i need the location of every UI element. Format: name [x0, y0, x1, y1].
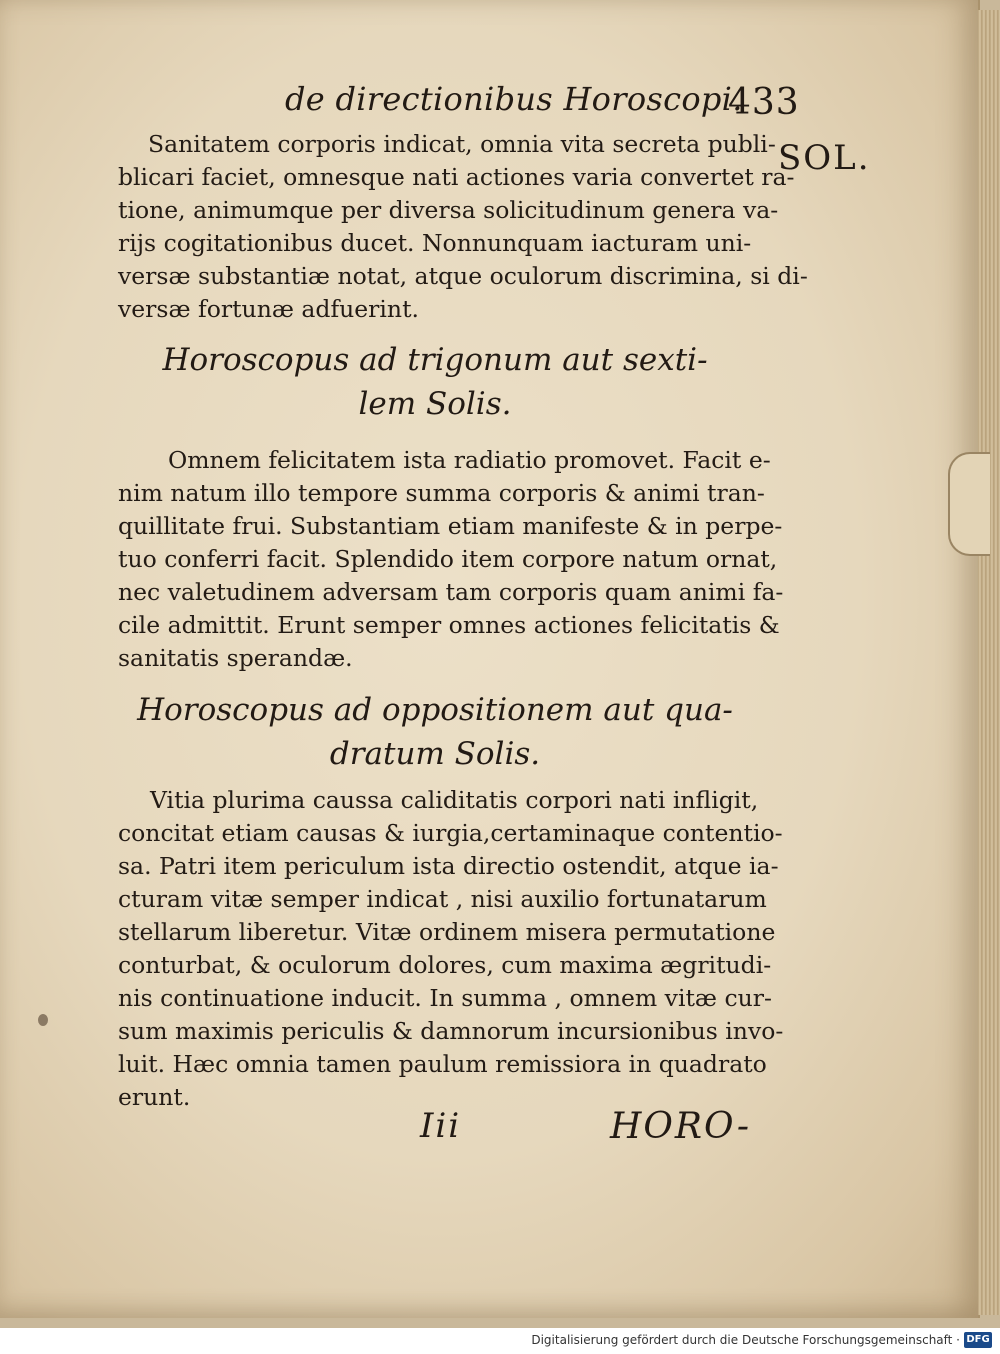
paragraph-2: [118, 444, 784, 675]
text-line: versæ substantiæ notat, atque oculorum discrimina, si di-: [118, 262, 808, 290]
heading-line: Horoscopus ad trigonum aut sexti-: [162, 342, 708, 378]
digitization-footer: [0, 1328, 1000, 1354]
text-line: nec valetudinem adversam tam corporis quam animi fa-: [118, 578, 784, 606]
dfg-logo: DFG: [964, 1332, 992, 1348]
signature-mark: Iii: [420, 1106, 462, 1146]
text-line: tione, animumque per diversa solicitudinum genera va-: [118, 196, 779, 224]
text-line: nis continuatione inducit. In summa , omnem vitæ cur-: [118, 984, 772, 1012]
text-line: luit. Hæc omnia tamen paulum remissiora in quadrato: [118, 1050, 767, 1078]
text-line: quillitate frui. Substantiam etiam manifeste & in perpe-: [118, 512, 783, 540]
text-line: erunt.: [118, 1083, 191, 1111]
text-line: tuo conferri facit. Splendido item corpore natum ornat,: [118, 545, 778, 573]
section-heading-1: [135, 338, 735, 426]
running-head: de directionibus Horoscopi.: [285, 80, 743, 118]
text-line: nim natum illo tempore summa corporis & animi tran-: [118, 479, 765, 507]
text-line: cturam vitæ semper indicat , nisi auxilio fortunatarum: [118, 885, 767, 913]
text-line: sanitatis sperandæ.: [118, 644, 353, 672]
margin-note: SOL.: [778, 138, 871, 178]
text-line: rijs cogitationibus ducet. Nonnunquam iacturam uni-: [118, 229, 752, 257]
ink-stain: [38, 1014, 48, 1026]
paragraph-1: [118, 128, 808, 326]
page-edges: [978, 10, 1000, 1315]
funding-credit: Digitalisierung gefördert durch die Deutsche Forschungsgemeinschaft ·: [531, 1333, 960, 1347]
paragraph-3: [118, 784, 784, 1114]
text-line: sa. Patri item periculum ista directio ostendit, atque ia-: [118, 852, 779, 880]
page-clip: [948, 452, 990, 556]
text-line: versæ fortunæ adfuerint.: [118, 295, 419, 323]
text-line: Omnem felicitatem ista radiatio promovet. Facit e-: [168, 446, 771, 474]
heading-line: Horoscopus ad oppositionem aut qua-: [137, 692, 733, 728]
text-line: Vitia plurima caussa caliditatis corpori nati infligit,: [150, 786, 759, 814]
text-line: conturbat, & oculorum dolores, cum maxima ægritudi-: [118, 951, 772, 979]
text-line: concitat etiam causas & iurgia,certaminaque contentio-: [118, 819, 783, 847]
page-number: 433: [728, 82, 800, 123]
catchword: HORO-: [610, 1106, 752, 1147]
text-line: stellarum liberetur. Vitæ ordinem misera permutatione: [118, 918, 776, 946]
text-line: Sanitatem corporis indicat, omnia vita secreta publi-: [148, 130, 776, 158]
heading-line: lem Solis.: [358, 386, 512, 422]
section-heading-2: [135, 688, 735, 776]
text-line: blicari faciet, omnesque nati actiones varia convertet ra-: [118, 163, 795, 191]
text-line: sum maximis periculis & damnorum incursionibus invo-: [118, 1017, 784, 1045]
heading-line: dratum Solis.: [329, 736, 541, 772]
text-line: cile admittit. Erunt semper omnes actiones felicitatis &: [118, 611, 780, 639]
